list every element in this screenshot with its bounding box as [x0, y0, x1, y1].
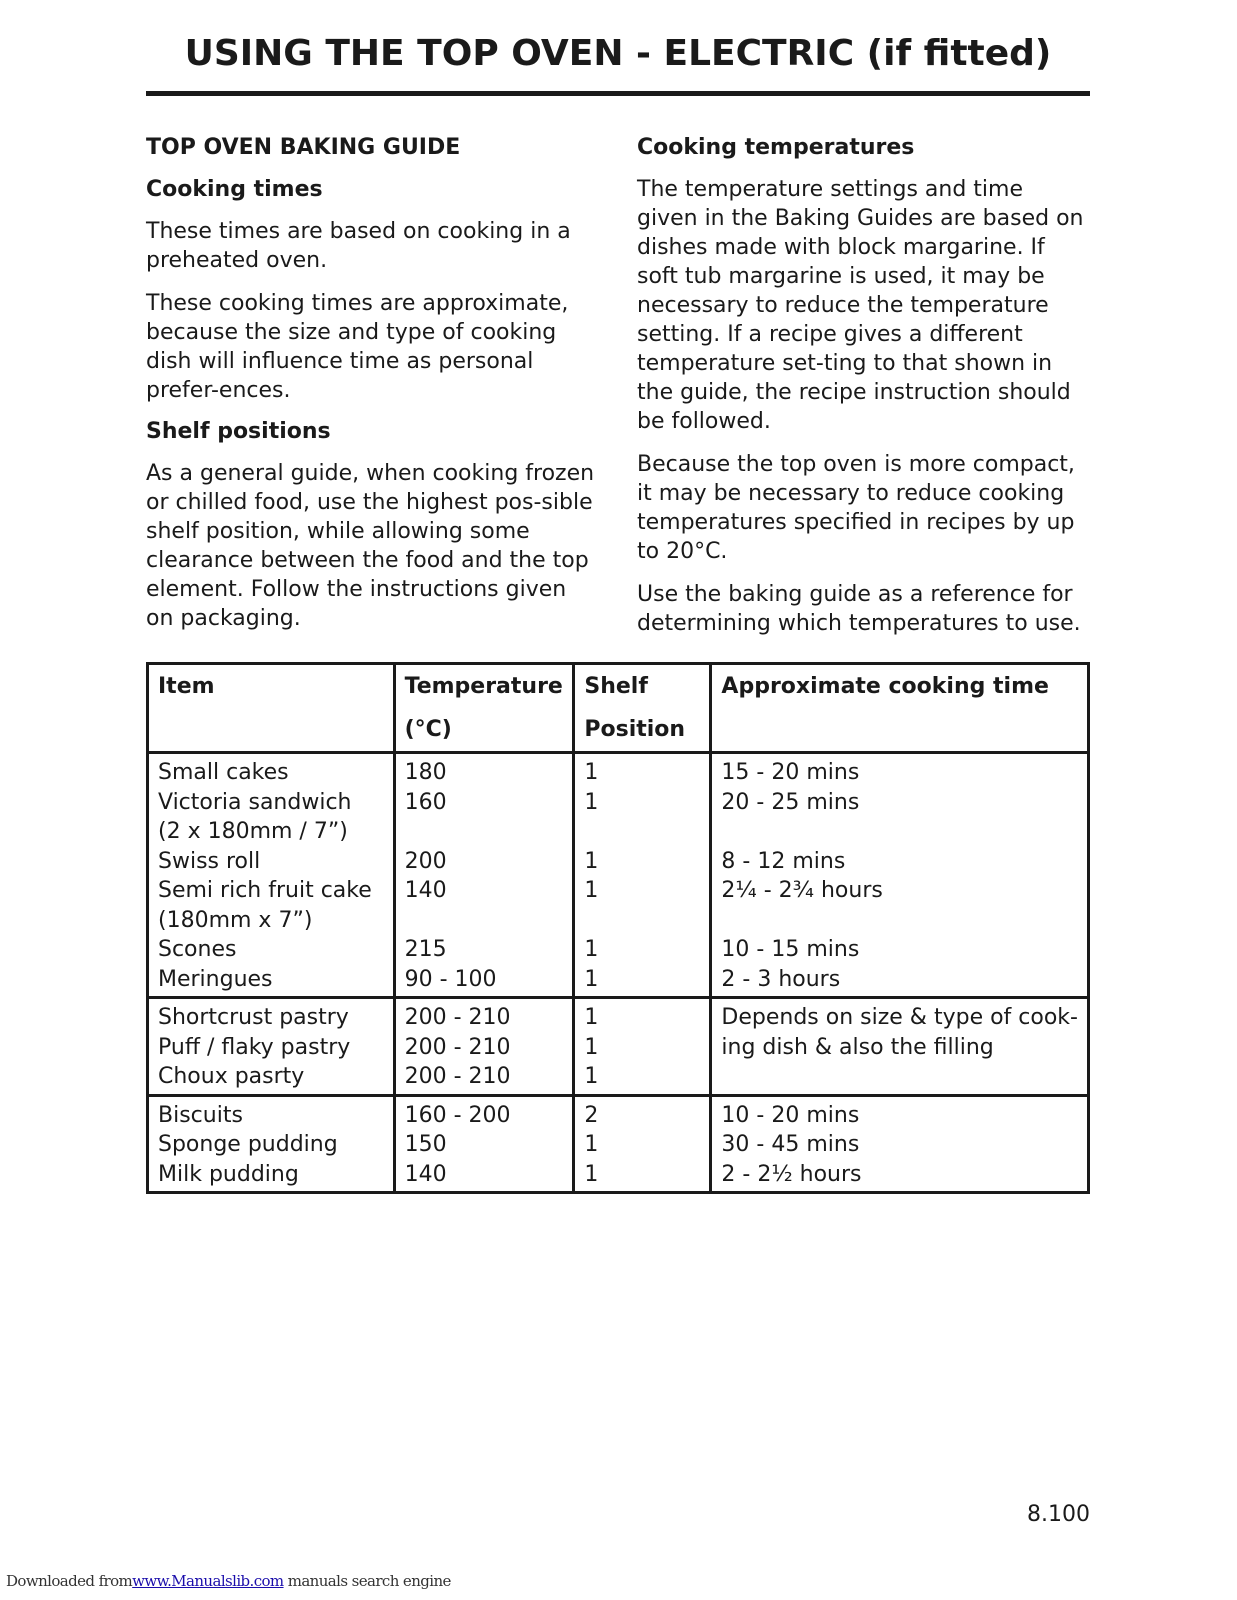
temperatures-para-2: Because the top oven is more compact, it may be necessary to reduce cooking temperatures specified in recipes by up to 20°C.: [637, 452, 1075, 564]
table-row: [148, 753, 1089, 998]
right-column: [637, 133, 1087, 638]
cell-times: [711, 998, 1089, 1096]
temp: 200 - 210: [404, 1064, 511, 1089]
shelf-positions-para: As a general guide, when cooking frozen or chilled food, use the highest pos-sible shelf position, while allowing some clearance between the food and the top element. Follow the instructions given on packaging.: [146, 461, 595, 631]
time: 10 - 15 mins: [721, 937, 860, 962]
shelf: 1: [584, 1132, 599, 1157]
time: 15 - 20 mins: [721, 760, 860, 785]
cooking-times-para-1: These times are based on cooking in a preheated oven.: [146, 219, 571, 273]
cell-items: [148, 1095, 395, 1193]
time: 10 - 20 mins: [721, 1102, 860, 1128]
cell-temps: [394, 753, 574, 998]
baking-guide-table: [146, 662, 1090, 1194]
item: (2 x 180mm / 7”): [158, 819, 348, 844]
item: Swiss roll: [158, 848, 261, 874]
table-header-row: [148, 664, 1089, 753]
cell-shelves: [574, 753, 711, 998]
manualslib-link[interactable]: www.Manualslib.com: [132, 1572, 284, 1590]
cell-temps: [394, 998, 574, 1096]
shelf: 1: [584, 966, 599, 992]
shelf: 1: [584, 1064, 599, 1089]
item: (180mm x 7”): [158, 907, 313, 933]
item: Milk pudding: [158, 1161, 299, 1187]
title-rule: [146, 91, 1090, 96]
shelf: 2: [584, 1102, 599, 1128]
shelf-positions-heading: Shelf positions: [146, 419, 331, 444]
temp: 200 - 210: [404, 1034, 511, 1060]
download-footer: [6, 1572, 451, 1590]
item: Small cakes: [158, 760, 289, 785]
shelf: 1: [584, 878, 599, 903]
temperatures-para-3: Use the baking guide as a reference for determining which temperatures to use.: [637, 582, 1081, 636]
table-row: [148, 1095, 1089, 1193]
header-item: Item: [148, 664, 395, 753]
header-cooking-time: Approximate cooking time: [711, 664, 1089, 753]
item: Puff / flaky pastry: [158, 1034, 351, 1060]
table-row: [148, 998, 1089, 1096]
cell-items: [148, 753, 395, 998]
time: 20 - 25 mins: [721, 789, 860, 815]
cooking-times-heading: Cooking times: [146, 177, 323, 202]
time: 8 - 12 mins: [721, 848, 846, 874]
temp: 140: [404, 1161, 447, 1187]
shelf: 1: [584, 848, 599, 874]
temp: 180: [404, 760, 447, 785]
cell-temps: [394, 1095, 574, 1193]
cell-shelves: [574, 1095, 711, 1193]
item: Sponge pudding: [158, 1132, 338, 1157]
baking-guide-heading: TOP OVEN BAKING GUIDE: [146, 135, 461, 160]
time: 2¼ - 2¾ hours: [721, 878, 883, 903]
time: Depends on size & type of cook-: [721, 1005, 1078, 1030]
item: Scones: [158, 937, 237, 962]
time: 30 - 45 mins: [721, 1132, 860, 1157]
temp: 215: [404, 937, 447, 962]
item: Victoria sandwich: [158, 789, 352, 815]
temp: 140: [404, 878, 447, 903]
temp: 160 - 200: [404, 1102, 511, 1128]
temp: 200: [404, 848, 447, 874]
cell-items: [148, 998, 395, 1096]
item: Meringues: [158, 966, 273, 992]
shelf: 1: [584, 1005, 599, 1030]
page-number: 8.100: [1027, 1502, 1090, 1527]
time: 2 - 2½ hours: [721, 1161, 862, 1187]
temp: 150: [404, 1132, 447, 1157]
time: ing dish & also the filling: [721, 1034, 994, 1060]
cell-shelves: [574, 998, 711, 1096]
temp: 90 - 100: [404, 966, 497, 992]
item: Choux pasrty: [158, 1064, 305, 1089]
shelf: 1: [584, 937, 599, 962]
temp: 200 - 210: [404, 1005, 511, 1030]
cell-times: [711, 753, 1089, 998]
shelf: 1: [584, 789, 599, 815]
item: Biscuits: [158, 1102, 243, 1128]
header-shelf-position: Shelf Position: [574, 664, 711, 753]
shelf: 1: [584, 1161, 599, 1187]
item: Shortcrust pastry: [158, 1005, 349, 1030]
cell-times: [711, 1095, 1089, 1193]
footer-suffix: manuals search engine: [283, 1572, 451, 1590]
temp: 160: [404, 789, 447, 815]
cooking-times-para-2: These cooking times are approximate, because the size and type of cooking dish will influence time as personal prefer-ences.: [146, 291, 569, 403]
cooking-temperatures-heading: Cooking temperatures: [637, 135, 915, 160]
header-temperature: Temperature (°C): [394, 664, 574, 753]
time: 2 - 3 hours: [721, 966, 841, 992]
footer-prefix: Downloaded from: [6, 1572, 133, 1590]
temperatures-para-1: The temperature settings and time given in the Baking Guides are based on dishes made with block margarine. If soft tub margarine is used, it may be necessary to reduce the temperature setting. If a recipe gives a different temperature set-ting to that shown in the guide, the recipe instruction should be followed.: [637, 177, 1084, 434]
item: Semi rich fruit cake: [158, 878, 372, 903]
page-title: USING THE TOP OVEN - ELECTRIC (if fitted): [184, 33, 1052, 74]
shelf: 1: [584, 1034, 599, 1060]
shelf: 1: [584, 760, 599, 785]
left-column: [146, 133, 596, 633]
